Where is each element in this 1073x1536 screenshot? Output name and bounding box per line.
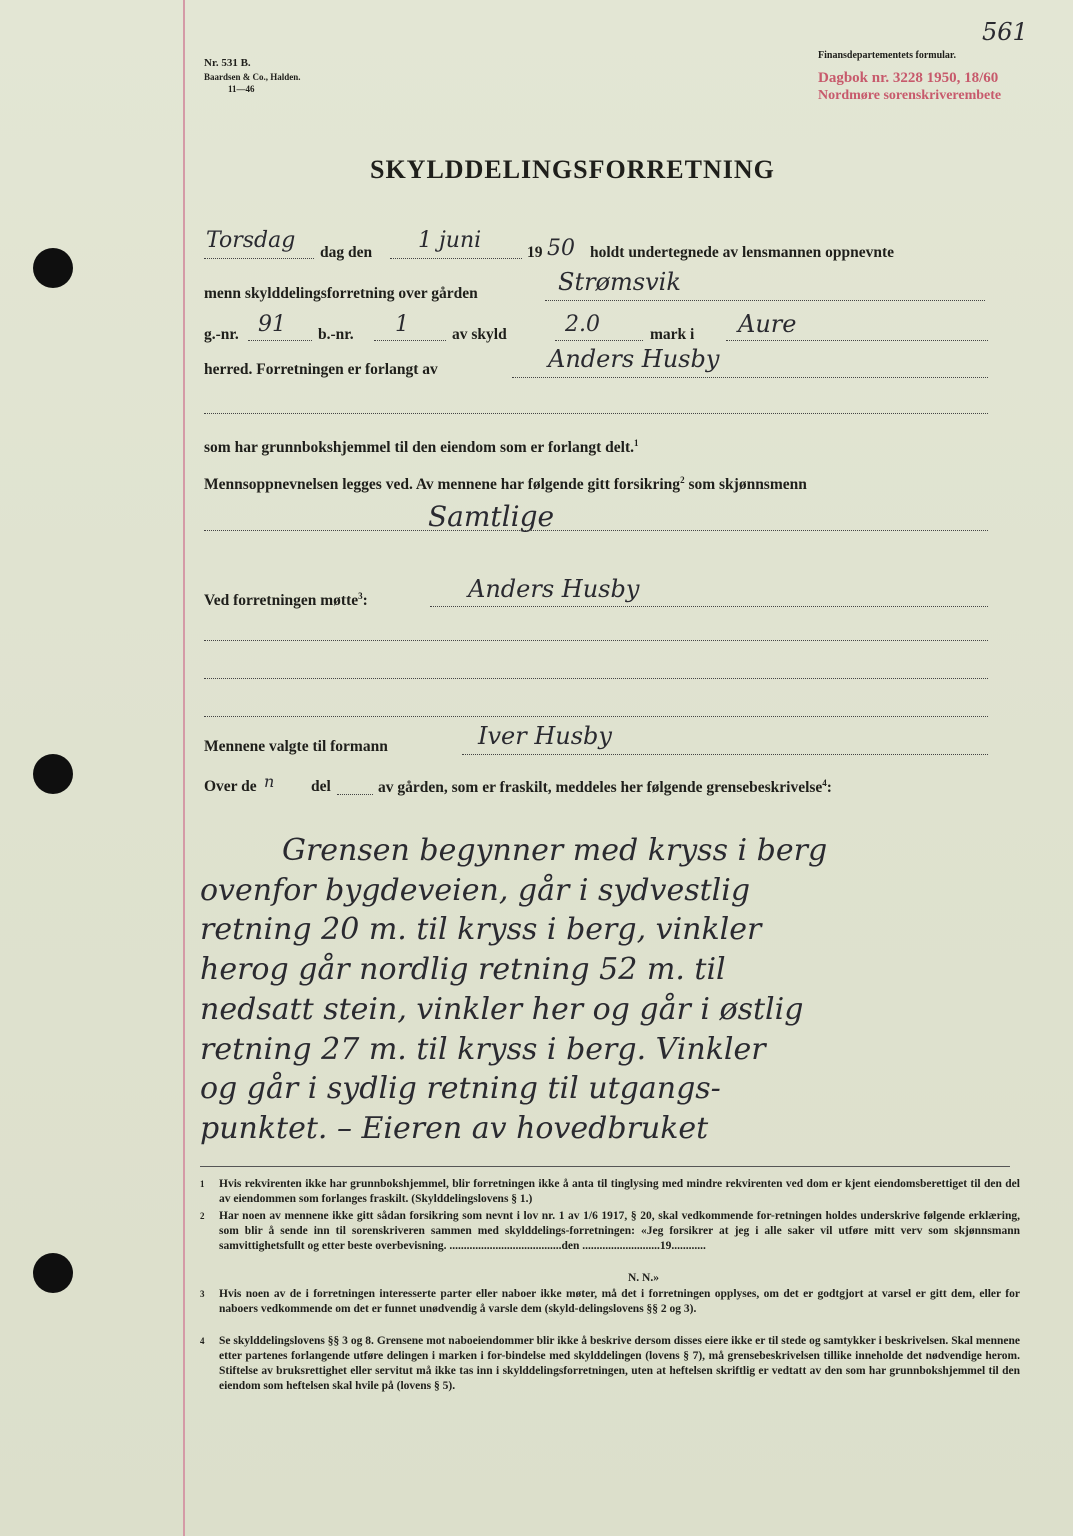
dotted-line [337, 794, 373, 795]
form-number: Nr. 531 B. [204, 57, 251, 69]
footnote: 2 Har noen av mennene ikke gitt sådan forsikring som nevnt i lov nr. 1 av 1/6 1917, § 20, skal vedkommende for-retningen holdes underskrive følgende erklæring, som blir å sende inn til sorenskriveren sammen med skylddelings-forretningen: «Jeg forsikrer at jeg i alle saker vil utføre mitt verv som skjønnsmann samvittighetsfullt og etter beste overbevisning. .......................................den ...........................19............ [200, 1210, 1020, 1252]
dotted-line [545, 300, 985, 301]
label-farm: menn skylddelingsforretning over gården [204, 285, 478, 302]
year-field: 50 [547, 236, 575, 261]
label-attended: Ved forretningen møtte$^3$: [204, 591, 368, 610]
description-line: retning 20 m. til kryss i berg, vinkler [200, 912, 762, 947]
herred-value: Aure [738, 310, 797, 338]
label-held: holdt undertegnede av lensmannen oppnevnte [590, 244, 895, 261]
description-line: nedsatt stein, vinkler her og går i østlig [200, 992, 804, 1027]
punch-hole [33, 1253, 73, 1293]
label-gnr: g.-nr. [204, 326, 239, 343]
label-mark: mark i [650, 326, 695, 343]
date-field: 1 juni [418, 228, 482, 253]
office-stamp: Nordmøre sorenskriverembete [818, 88, 1002, 103]
label-skyld: av skyld [452, 326, 507, 343]
skyld-value: 2.0 [565, 312, 600, 337]
description-line: punktet. – Eieren av hovedbruket [200, 1111, 709, 1146]
description-line: ovenfor bygdeveien, går i sydvestlig [200, 873, 751, 908]
dotted-line [390, 258, 522, 259]
description-line: retning 27 m. til kryss i berg. Vinkler [200, 1032, 766, 1067]
label-boundary-description: av gården, som er fraskilt, meddeles her følgende grensebeskrivelse$^4$: [378, 778, 832, 797]
label-del: del [311, 778, 331, 795]
label-appointment: Mennsoppnevnelsen legges ved. Av mennene har følgende gitt forsikring$^2$ som skjønnsmenn [204, 475, 807, 494]
dotted-line [430, 606, 988, 607]
footnote-separator [200, 1166, 1010, 1167]
description-line: herog går nordlig retning 52 m. til [200, 952, 726, 987]
print-date: 11—46 [228, 84, 255, 94]
journal-stamp: Dagbok nr. 3228 1950, 18/60 [818, 70, 999, 86]
dotted-line [204, 530, 988, 531]
dotted-line [204, 678, 988, 679]
label-requested-by: herred. Forretningen er forlangt av [204, 361, 438, 378]
page-title: SKYLDDELINGSFORRETNING [370, 155, 775, 184]
footnote: 4 Se skylddelingslovens §§ 3 og 8. Grensene mot naboeiendommer blir ikke å beskrive dersom disses eiere ikke er til stede og samtykker i beskrivelsen. Skal mennene etter partenes forlangende utføre delingen i marken i for-bindelse med skylddelingen (lovens § 7), må grensebeskrivelsen tillike inneholde det nødvendige herom. Stiftelse av bruksrettighet eller servitut må ikke tas inn i skylddelingsforretningen, uten at heftelsen skriftlig er vedtatt av den som har grunnbokshjemmel til den eiendom som heftelsen skal hvile på (lovens § 5). [200, 1335, 1020, 1392]
dotted-line [374, 340, 446, 341]
dotted-line [462, 754, 988, 755]
farm-name: Strømsvik [558, 268, 681, 296]
weekday-field: Torsdag [206, 228, 296, 253]
footnote-signature: N. N.» [628, 1272, 659, 1284]
footnote: 1 Hvis rekvirenten ikke har grunnbokshjemmel, blir forretningen ikke å anta til tinglysing med mindre rekvirenten ved dom er kjent eiendomsberettiget til den del av eiendommen som forlanges fraskilt. (Skylddelingslovens § 1.) [200, 1178, 1020, 1205]
label-century: 19 [527, 244, 543, 261]
description-line: Grensen begynner med kryss i berg [282, 833, 828, 868]
bnr-value: 1 [395, 312, 409, 337]
dotted-line [555, 340, 643, 341]
appraisers-value: Samtlige [428, 500, 555, 533]
dotted-line [204, 716, 988, 717]
label-chairman: Mennene valgte til formann [204, 738, 388, 755]
footnote: 3 Hvis noen av de i forretningen interesserte parter eller naboer ikke møter, må det i forretningen opplyses, om det er godtgjort at varsel er gitt dem, eller for naboers vedkommende om det er funnet unødvendig å varsle dem (skyld-delingslovens §§ 2 og 3). [200, 1288, 1020, 1315]
punch-hole [33, 248, 73, 288]
chairman-name: Iver Husby [478, 722, 612, 750]
dotted-line [204, 413, 988, 414]
attendee-name: Anders Husby [468, 575, 640, 603]
dotted-line [726, 340, 988, 341]
label-dag-den: dag den [320, 244, 373, 261]
label-land-register: som har grunnbokshjemmel til den eiendom som er forlangt delt.$^1$ [204, 438, 639, 457]
dotted-line [204, 258, 314, 259]
department-label: Finansdepartementets formular. [818, 50, 956, 61]
dotted-line [512, 377, 988, 378]
margin-rule [183, 0, 185, 1536]
page-number: 561 [982, 18, 1028, 46]
dotted-line [204, 640, 988, 641]
gnr-value: 91 [258, 312, 286, 337]
label-bnr: b.-nr. [318, 326, 354, 343]
printer-name: Baardsen & Co., Halden. [204, 72, 301, 82]
requester-name: Anders Husby [548, 345, 720, 373]
description-line: og går i sydlig retning til utgangs- [200, 1071, 721, 1106]
over-de-suffix: n [264, 772, 275, 791]
label-over-de: Over de [204, 778, 257, 795]
dotted-line [248, 340, 312, 341]
punch-hole [33, 754, 73, 794]
